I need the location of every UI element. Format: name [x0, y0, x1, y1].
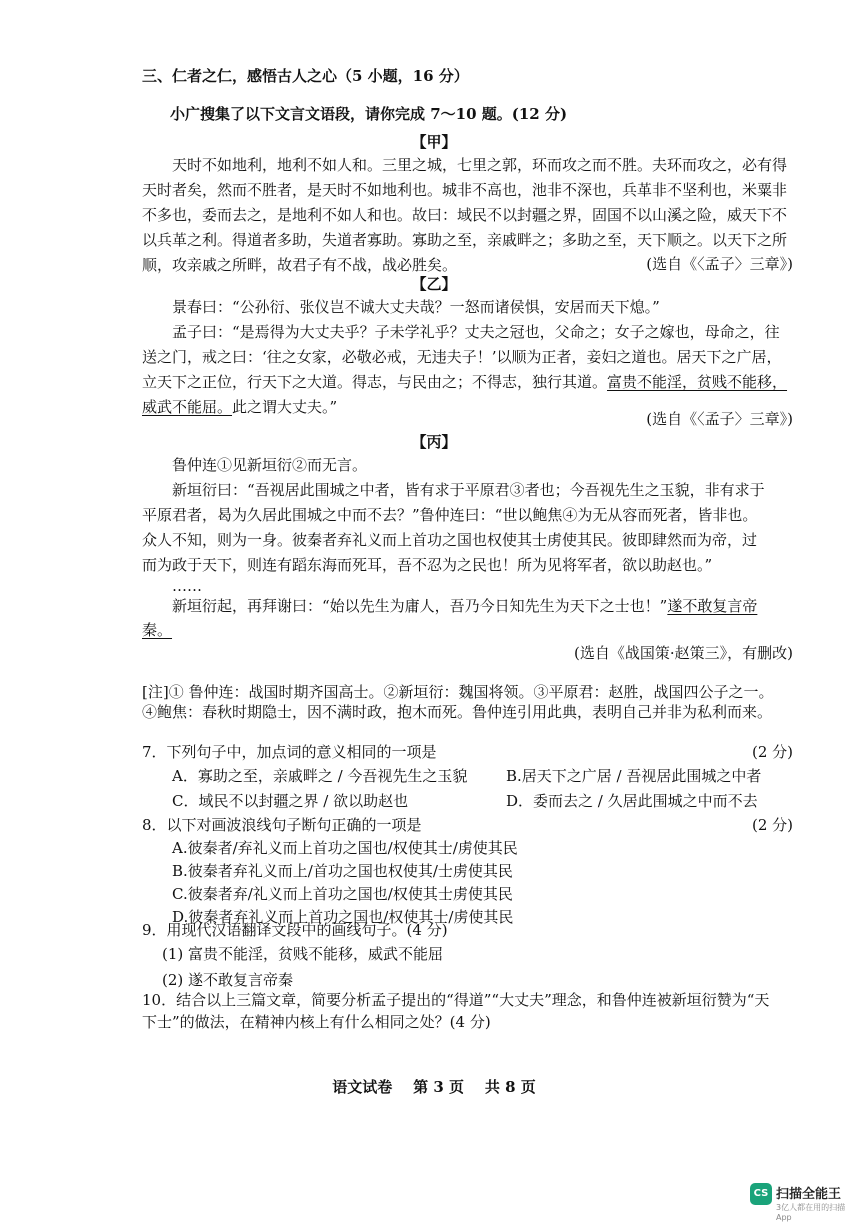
passage-b-line: 景春曰：“公孙衍、张仪岂不诚大丈夫哉？一怒而诸侯惧，安居而天下熄。”	[172, 298, 660, 316]
question-8-option: A.彼秦者/弃礼义而上首功之国也/权使其士/虏使其民	[172, 839, 518, 857]
passage-a-line: 以兵革之利。得道者多助，失道者寡助。寡助之至，亲戚畔之；多助之至，天下顺之。以天下之所	[142, 231, 788, 249]
question-7-option-b: B.居天下之广居 / 吾视居此围城之中者	[506, 767, 762, 785]
passage-b-source: (选自《〈孟子〉三章》)	[646, 410, 793, 428]
question-10-line: 10．结合以上三篇文章，简要分析孟子提出的“得道”“大丈夫”理念，和鲁仲连被新垣衍赞为“天	[142, 991, 770, 1009]
question-9-item-1: (1) 富贵不能淫，贫贱不能移，威武不能屈	[162, 945, 444, 963]
question-8-option: D.彼秦者弃礼义而上首功之国也/权使其士/虏使其民	[172, 908, 514, 926]
passage-b-line: 送之门，戒之曰：‘往之女家，必敬必戒，无违夫子！’以顺为正者，妾妇之道也。居天下之广居，	[142, 348, 782, 366]
question-7-option-c: C．域民不以封疆之界 / 欲以助赵也	[172, 792, 409, 810]
note-line: ④鲍焦：春秋时期隐士，因不满时政，抱木而死。鲁仲连引用此典，表明自己并非为私利而来。	[142, 703, 773, 721]
passage-c-ellipsis: ……	[172, 577, 202, 595]
underlined-sentence-1b: 威武不能屈。	[142, 398, 233, 416]
question-7-score: (2 分)	[751, 743, 793, 761]
question-8-option: C.彼秦者弃/礼义而上首功之国也/权使其士虏使其民	[172, 885, 513, 903]
passage-c-line	[172, 596, 757, 616]
passage-c-line: 众人不知，则为一身。彼秦者弃礼义而上首功之国也权使其士虏使其民。彼即肆然而为帝，过	[142, 531, 758, 549]
page-footer: 语文试卷 第 3 页 共 8 页	[332, 1078, 536, 1096]
question-7-stem: 7．下列句子中，加点词的意义相同的一项是	[142, 743, 437, 761]
passage-a-source: (选自《〈孟子〉三章》)	[646, 255, 793, 273]
passage-a-line: 顺，攻亲戚之所畔，故君子有不战，战必胜矣。	[142, 256, 458, 274]
passage-c-text: 新垣衍起，再拜谢曰：“始以先生为庸人，吾乃今日知先生为天下之士也！”	[172, 597, 668, 615]
passage-a-heading: 【甲】	[411, 133, 457, 151]
watermark-name: 扫描全能王	[776, 1187, 842, 1202]
question-7-option-d: D．委而去之 / 久居此围城之中而不去	[506, 792, 758, 810]
section-title: 三、仁者之仁，感悟古人之心（5 小题，16 分）	[142, 67, 469, 85]
underlined-sentence-2b: 秦。	[142, 621, 173, 639]
scanner-watermark	[750, 1181, 850, 1222]
passage-b-text: 立天下之正位，行天下之大道。得志，与民由之；不得志，独行其道。	[142, 373, 608, 391]
passage-c-line: 而为政于天下，则连有蹈东海而死耳，吾不忍为之民也！所为见将军者，欲以助赵也。”	[142, 556, 713, 574]
passage-b-heading: 【乙】	[411, 275, 457, 293]
question-9-stem: 9．用现代汉语翻译文段中的画线句子。(4 分)	[142, 921, 448, 939]
passage-b-line: 孟子曰：“是焉得为大丈夫乎？子未学礼乎？丈夫之冠也，父命之；女子之嫁也，母命之，往	[172, 323, 780, 341]
passage-a-line: 天时不如地利，地利不如人和。三里之城，七里之郭，环而攻之而不胜。夫环而攻之，必有得	[172, 156, 788, 174]
underlined-sentence-1a: 富贵不能淫，贫贱不能移，	[607, 373, 788, 391]
note-line: [注]① 鲁仲连：战国时期齐国高士。②新垣衍：魏国将领。③平原君：赵胜，战国四公子之一。	[142, 683, 774, 701]
question-8-option: B.彼秦者弃礼义而上/首功之国也权使其/士虏使其民	[172, 862, 513, 880]
passage-a-line: 不多也，委而去之，是地利不如人和也。故曰：域民不以封疆之界，固国不以山溪之险，威天下不	[142, 206, 788, 224]
passage-c-line: 新垣衍曰：“吾视居此围城之中者，皆有求于平原君③者也；今吾视先生之玉貌，非有求于	[172, 481, 765, 499]
question-8-stem: 8．以下对画波浪线句子断句正确的一项是	[142, 816, 422, 834]
passage-a-line: 天时者矣，然而不胜者，是天时不如地利也。城非不高也，池非不深也，兵革非不坚利也，米粟非	[142, 181, 788, 199]
question-10-line: 下士”的做法，在精神内核上有什么相同之处？(4 分)	[142, 1013, 491, 1031]
watermark-subtitle: 3亿人都在用的扫描App	[776, 1203, 846, 1222]
passage-c-source: (选自《战国策·赵策三》，有删改)	[574, 644, 793, 662]
question-8-score: (2 分)	[751, 816, 793, 834]
passage-c-line: 鲁仲连①见新垣衍②而无言。	[172, 456, 368, 474]
question-9-item-2: (2) 遂不敢复言帝秦	[162, 971, 294, 989]
passage-c-line: 平原君者，曷为久居此围城之中而不去？”鲁仲连曰：“世以鲍焦④为无从容而死者，皆非也。	[142, 506, 758, 524]
passage-b-line	[142, 372, 787, 392]
passage-b-text: 此之谓大丈夫。”	[232, 398, 338, 416]
intro-text: 小广搜集了以下文言文语段，请你完成 7～10 题。(12 分)	[170, 105, 568, 123]
camscanner-logo-icon: CS	[750, 1183, 772, 1205]
passage-b-line	[142, 397, 337, 417]
question-7-option-a: A．寡助之至，亲戚畔之 / 今吾视先生之玉貌	[172, 767, 468, 785]
passage-c-heading: 【丙】	[411, 433, 457, 451]
underlined-sentence-2a: 遂不敢复言帝	[667, 597, 758, 615]
